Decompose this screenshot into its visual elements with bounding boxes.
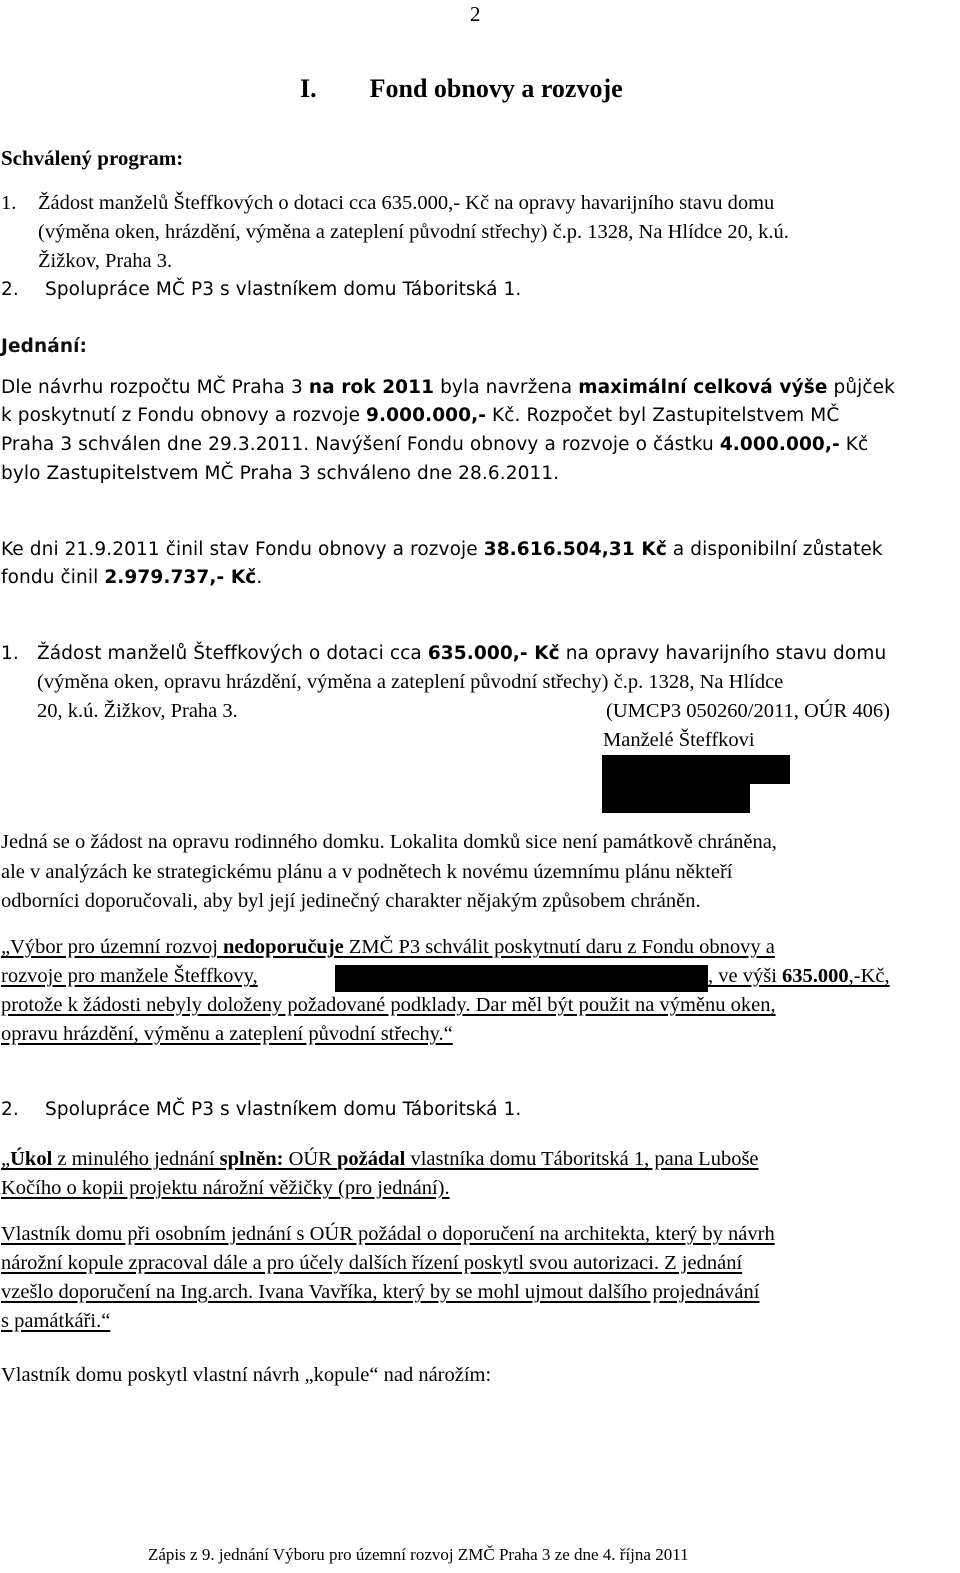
text-run: Praha 3 schválen dne 29.3.2011. Navýšení Fondu obnovy a rozvoje o částku xyxy=(1,434,720,455)
bold-run: Úkol xyxy=(10,1148,53,1170)
program-item-2-text: Spolupráce MČ P3 s vlastníkem domu Táboritská 1. xyxy=(45,279,522,300)
negotiation-line-3 xyxy=(1,434,868,455)
negotiation-line-4: bylo Zastupitelstvem MČ Praha 3 schváleno dne 28.6.2011. xyxy=(1,463,560,484)
bold-run: požádal xyxy=(337,1148,406,1170)
text-line: Vlastník domu při osobním jednání s OÚR požádal o doporučení na architekta, který by návrh xyxy=(1,1223,775,1245)
text-run: , ve výši xyxy=(708,965,783,987)
text-run: Kč xyxy=(839,434,869,455)
text-run: fondu činil xyxy=(1,567,105,588)
text-run: a disponibilní zůstatek xyxy=(666,539,883,560)
item-1-line-2: (výměna oken, opravu hrázdění, výměna a zateplení původní střechy) č.p. 1328, Na Hlídce xyxy=(37,671,784,693)
redaction-block xyxy=(602,755,790,784)
page-footer: Zápis z 9. jednání Výboru pro územní rozvoj ZMČ Praha 3 ze dne 4. října 2011 xyxy=(148,1545,689,1564)
proposal-line: Vlastník domu poskytl vlastní návrh „kopule“ nad nárožím: xyxy=(1,1364,492,1386)
text-line: (výměna oken, hrázdění, výměna a zateplení původní střechy) č.p. 1328, Na Hlídce 20, k.ú. xyxy=(38,221,789,243)
resolution-line-2a: rozvoje pro manžele Šteffkovy, xyxy=(1,965,258,987)
task-line-2: Kočího o kopii projektu nárožní věžičky (pro jednání). xyxy=(1,1177,450,1199)
text-run: ZMČ P3 schválit poskytnutí daru z Fondu obnovy a xyxy=(343,936,775,958)
resolution-line-3: protože k žádosti nebyly doloženy požadované podklady. Dar měl být použit na výměnu oken, xyxy=(1,994,776,1016)
bold-run: 9.000.000,- xyxy=(366,405,487,426)
text-run: OÚR xyxy=(283,1148,337,1170)
applicant-name: Manželé Šteffkovi xyxy=(603,729,755,751)
bold-run: 635.000,- Kč xyxy=(427,643,560,664)
text-run: k poskytnutí z Fondu obnovy a rozvoje xyxy=(1,405,367,426)
section-heading xyxy=(300,74,623,104)
text-line: ale v analýzách ke strategickému plánu a v podnětech k novému územnímu plánu někteří xyxy=(1,861,733,883)
negotiation-label: Jednání: xyxy=(1,336,88,357)
text-run: ,-Kč, xyxy=(848,965,890,987)
text-run: Kč. Rozpočet byl Zastupitelstvem MČ xyxy=(486,405,840,426)
item-1-line-1 xyxy=(37,643,886,664)
negotiation-line-1 xyxy=(1,377,954,398)
text-run: . xyxy=(256,567,263,588)
text-run: z minulého jednání xyxy=(52,1148,220,1170)
resolution-line-1 xyxy=(1,936,775,959)
item-2-title: Spolupráce MČ P3 s vlastníkem domu Táboritská 1. xyxy=(45,1099,522,1120)
bold-run: 38.616.504,31 Kč xyxy=(483,539,667,560)
page-number: 2 xyxy=(470,2,481,26)
text-line: s památkáři.“ xyxy=(1,1310,111,1332)
text-run: byla navržena xyxy=(434,377,579,398)
text-line: Žižkov, Praha 3. xyxy=(38,250,173,272)
text-run: Dle návrhu rozpočtu MČ Praha 3 xyxy=(1,377,309,398)
text-run: půjček xyxy=(827,377,895,398)
text-run: „Výbor pro územní rozvoj xyxy=(1,936,224,958)
text-run: vlastníka domu Táboritská 1, pana Luboše xyxy=(405,1148,759,1170)
program-item-number: 2. xyxy=(1,279,19,300)
text-run: Ke dni 21.9.2011 činil stav Fondu obnovy a rozvoje xyxy=(1,539,484,560)
text-line: odborníci doporučovali, aby byl její jedinečný charakter nějakým způsobem chráněn. xyxy=(1,890,701,912)
redaction-block xyxy=(602,784,750,813)
bold-run: nedoporučuje xyxy=(223,936,344,958)
text-run: Žádost manželů Šteffkových o dotaci cca xyxy=(37,643,428,664)
fund-state-line-2 xyxy=(1,567,262,588)
text-run: na opravy havarijního stavu domu xyxy=(559,643,887,664)
text-line: vzešlo doporučení na Ing.arch. Ivana Vavříka, který by se mohl ujmout dalšího projednávání xyxy=(1,1281,760,1303)
text-line: Žádost manželů Šteffkových o dotaci cca 635.000,- Kč na opravy havarijního stavu domu xyxy=(38,192,775,214)
section-number: I. xyxy=(300,74,317,103)
item-2-number: 2. xyxy=(1,1099,19,1120)
text-line: Jedná se o žádost na opravu rodinného domku. Lokalita domků sice není památkově chráněna, xyxy=(1,831,777,853)
task-line-1 xyxy=(1,1148,759,1171)
bold-run: 4.000.000,- xyxy=(719,434,840,455)
text-line: nárožní kopule zpracoval dále a pro účely dalších řízení poskytl svou autorizaci. Z jednání xyxy=(1,1252,743,1274)
program-item-2 xyxy=(1,279,19,300)
bold-run: 635.000 xyxy=(782,965,849,987)
program-item-1 xyxy=(1,192,16,215)
bold-run: splněn: xyxy=(219,1148,284,1170)
item-1-number: 1. xyxy=(1,643,19,664)
item-1-line-3: 20, k.ú. Žižkov, Praha 3. xyxy=(37,700,238,722)
resolution-line-2b xyxy=(708,965,890,988)
text-run: „ xyxy=(1,1148,11,1170)
bold-run: 2.979.737,- Kč xyxy=(104,567,257,588)
reference-number: (UMCP3 050260/2011, OÚR 406) xyxy=(606,700,890,722)
resolution-line-4: opravu hrázdění, výměnu a zateplení původní střechy.“ xyxy=(1,1023,453,1045)
program-item-number: 1. xyxy=(1,192,17,214)
negotiation-line-2 xyxy=(1,405,839,426)
approved-program-label: Schválený program: xyxy=(1,146,184,170)
redaction-block xyxy=(335,965,708,992)
bold-run: na rok 2011 xyxy=(308,377,435,398)
fund-state-line-1 xyxy=(1,539,883,560)
bold-run: maximální celková výše xyxy=(578,377,828,398)
section-title: Fond obnovy a rozvoje xyxy=(369,74,623,103)
